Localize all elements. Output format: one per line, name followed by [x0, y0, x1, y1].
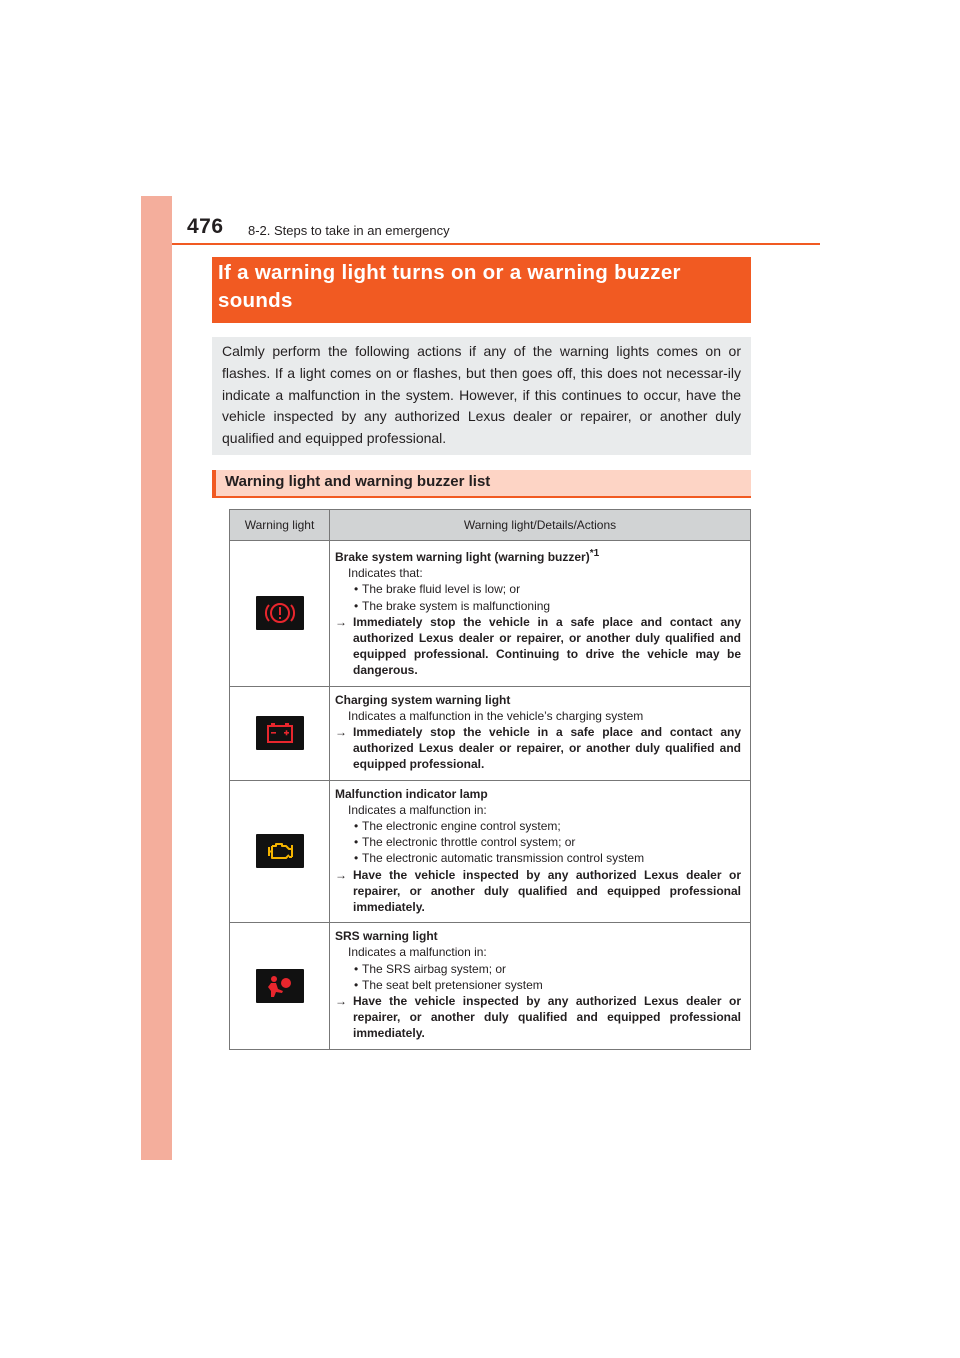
icon-cell — [230, 686, 330, 780]
brake-warning-icon — [256, 596, 304, 630]
indicates-text: Indicates a malfunction in: — [348, 945, 487, 960]
action-text: → Have the vehicle inspected by any authorized Lexus dealer or repairer, or another duly qualified and equipped professional immediately. — [335, 867, 741, 915]
arrow-icon: → — [335, 614, 347, 629]
table-row — [230, 923, 751, 1049]
details-cell — [330, 923, 751, 1049]
table-header-row — [230, 510, 751, 541]
action-text: → Immediately stop the vehicle in a safe place and contact any authorized Lexus dealer or repairer, or another duly qualified and equipped professional. Continuing to drive the vehicle may be dangerous. — [335, 614, 741, 678]
details-cell — [330, 541, 751, 687]
table-row — [230, 780, 751, 923]
list-item: • The electronic throttle control system; or — [335, 834, 741, 850]
header-rule — [172, 243, 820, 245]
battery-icon — [256, 716, 304, 750]
action-text: → Have the vehicle inspected by any authorized Lexus dealer or repairer, or another duly qualified and equipped professional immediately. — [335, 994, 741, 1041]
list-item: • The brake fluid level is low; or — [335, 581, 741, 597]
icon-cell — [230, 780, 330, 923]
item-title: Charging system warning light — [335, 692, 511, 707]
section-title: 8-2. Steps to take in an emergency — [248, 223, 450, 238]
list-item: • The SRS airbag system; or — [335, 961, 741, 977]
arrow-icon: → — [335, 725, 347, 740]
icon-cell — [230, 541, 330, 687]
page-title: If a warning light turns on or a warning buzzer sounds — [218, 261, 681, 312]
warning-light-table — [229, 509, 751, 1050]
item-title: Brake system warning light (warning buzzer)$^{*1}$ — [335, 548, 600, 564]
subheading-bar — [212, 470, 751, 498]
details-cell — [330, 686, 751, 780]
subheading: Warning light and warning buzzer list — [225, 473, 491, 490]
icon-cell — [230, 923, 330, 1049]
intro-box — [212, 337, 751, 455]
list-item: • The brake system is malfunctioning — [335, 598, 741, 614]
indicates-text: Indicates a malfunction in the vehicle’s charging system — [348, 708, 644, 723]
table-row — [230, 541, 751, 687]
engine-icon — [256, 834, 304, 868]
item-title: SRS warning light — [335, 929, 438, 944]
page-number: 476 — [187, 215, 224, 238]
footnote-mark: *1 — [589, 548, 600, 559]
side-color-band — [141, 196, 172, 1160]
arrow-icon: → — [335, 867, 347, 882]
airbag-icon — [256, 969, 304, 1003]
list-item: • The seat belt pretensioner system — [335, 977, 741, 993]
intro-text: Calmly perform the following actions if any of the warning lights comes on or flashes. If a light comes on or flashes, but then goes off, this does not necessar-ily indicate a malfunction in the system. However, if this continues to occur, have the vehicle inspected by any authorized Lexus dealer or repairer, or another duly qualified and equipped professional. — [222, 343, 741, 447]
column-header-warning-light: Warning light — [230, 510, 330, 541]
list-item: • The electronic engine control system; — [335, 818, 741, 834]
action-text: → Immediately stop the vehicle in a safe place and contact any authorized Lexus dealer or repairer, or another duly qualified and equipped professional. — [335, 725, 741, 772]
table-row — [230, 686, 751, 780]
indicates-text: Indicates a malfunction in: — [348, 802, 487, 817]
list-item: • The electronic automatic transmission control system — [335, 850, 741, 866]
column-header-details: Warning light/Details/Actions — [330, 510, 751, 541]
details-cell — [330, 780, 751, 923]
title-bar — [212, 257, 751, 323]
arrow-icon: → — [335, 994, 347, 1009]
item-title: Malfunction indicator lamp — [335, 786, 488, 801]
indicates-text: Indicates that: — [348, 566, 423, 581]
